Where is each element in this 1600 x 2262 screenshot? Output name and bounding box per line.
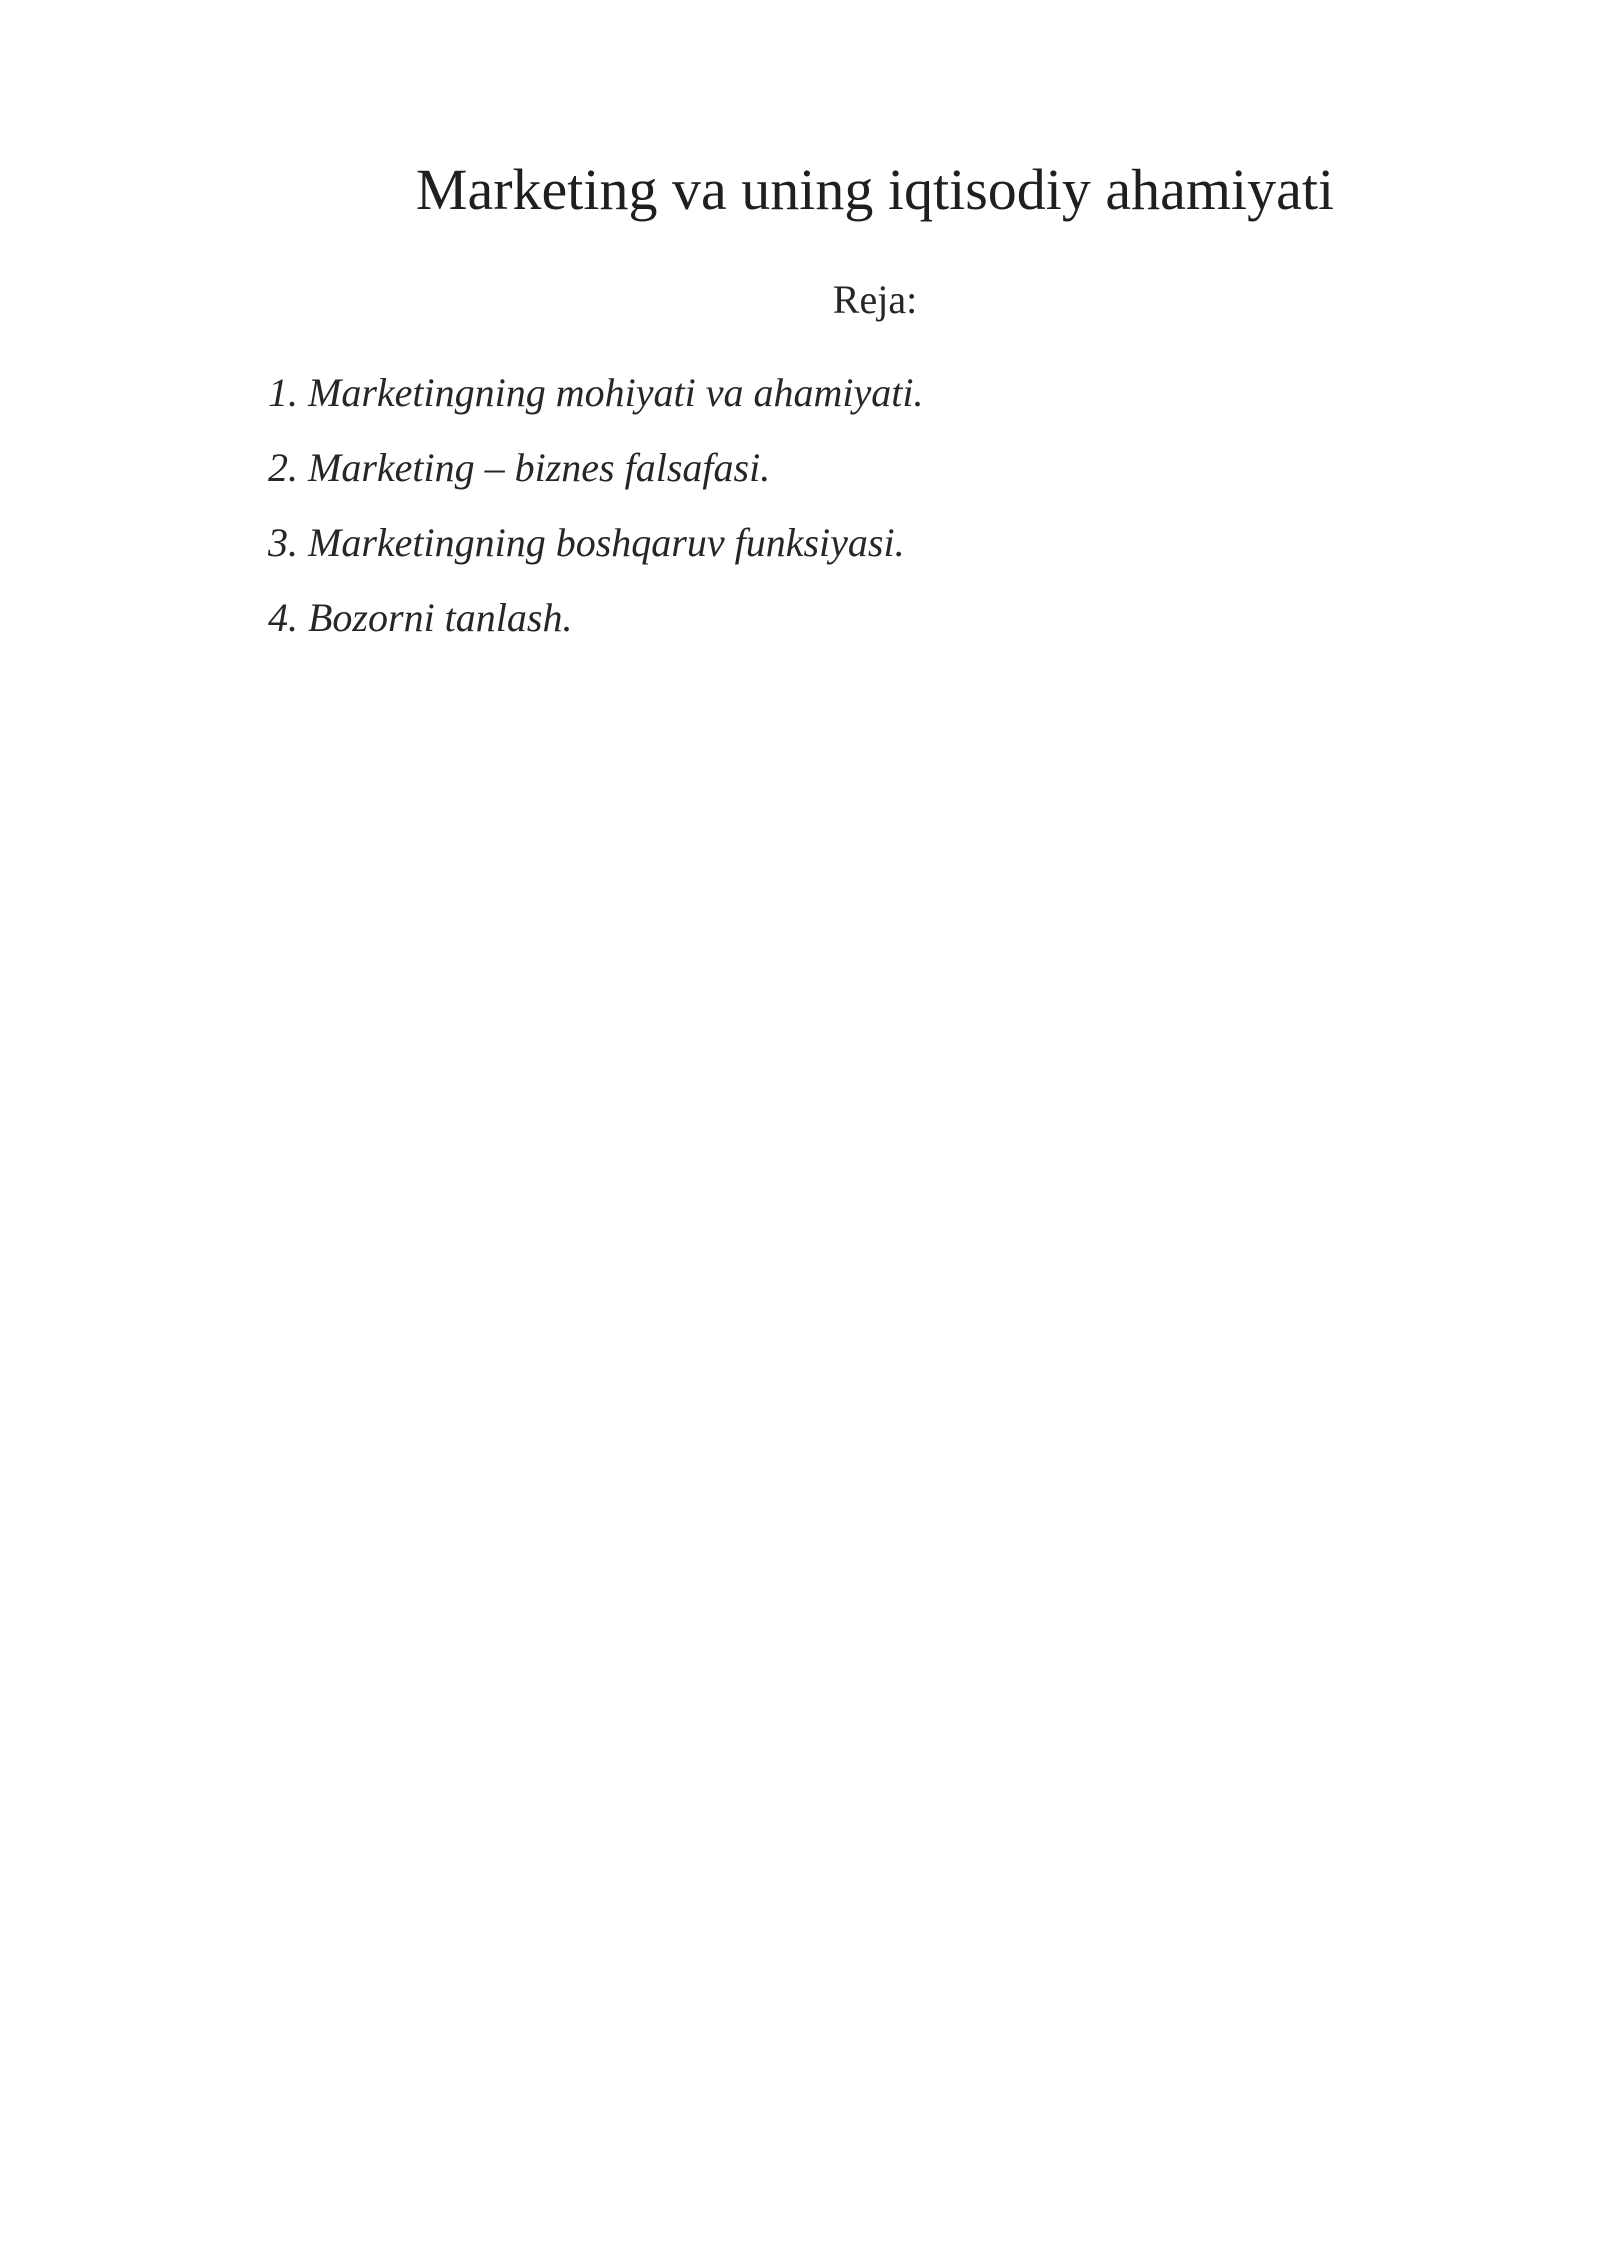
plan-item-3: 3. Marketingning boshqaruv funksiyasi.	[268, 520, 905, 565]
plan-list	[268, 365, 923, 665]
plan-item-2: 2. Marketing – biznes falsafasi.	[268, 445, 771, 490]
plan-heading: Reja:	[832, 277, 918, 322]
plan-item-4: 4. Bozorni tanlash.	[268, 595, 573, 640]
plan-item-1: 1. Marketingning mohiyati va ahamiyati.	[268, 370, 924, 415]
page-title: Marketing va uning iqtisodiy ahamiyati	[415, 157, 1335, 222]
